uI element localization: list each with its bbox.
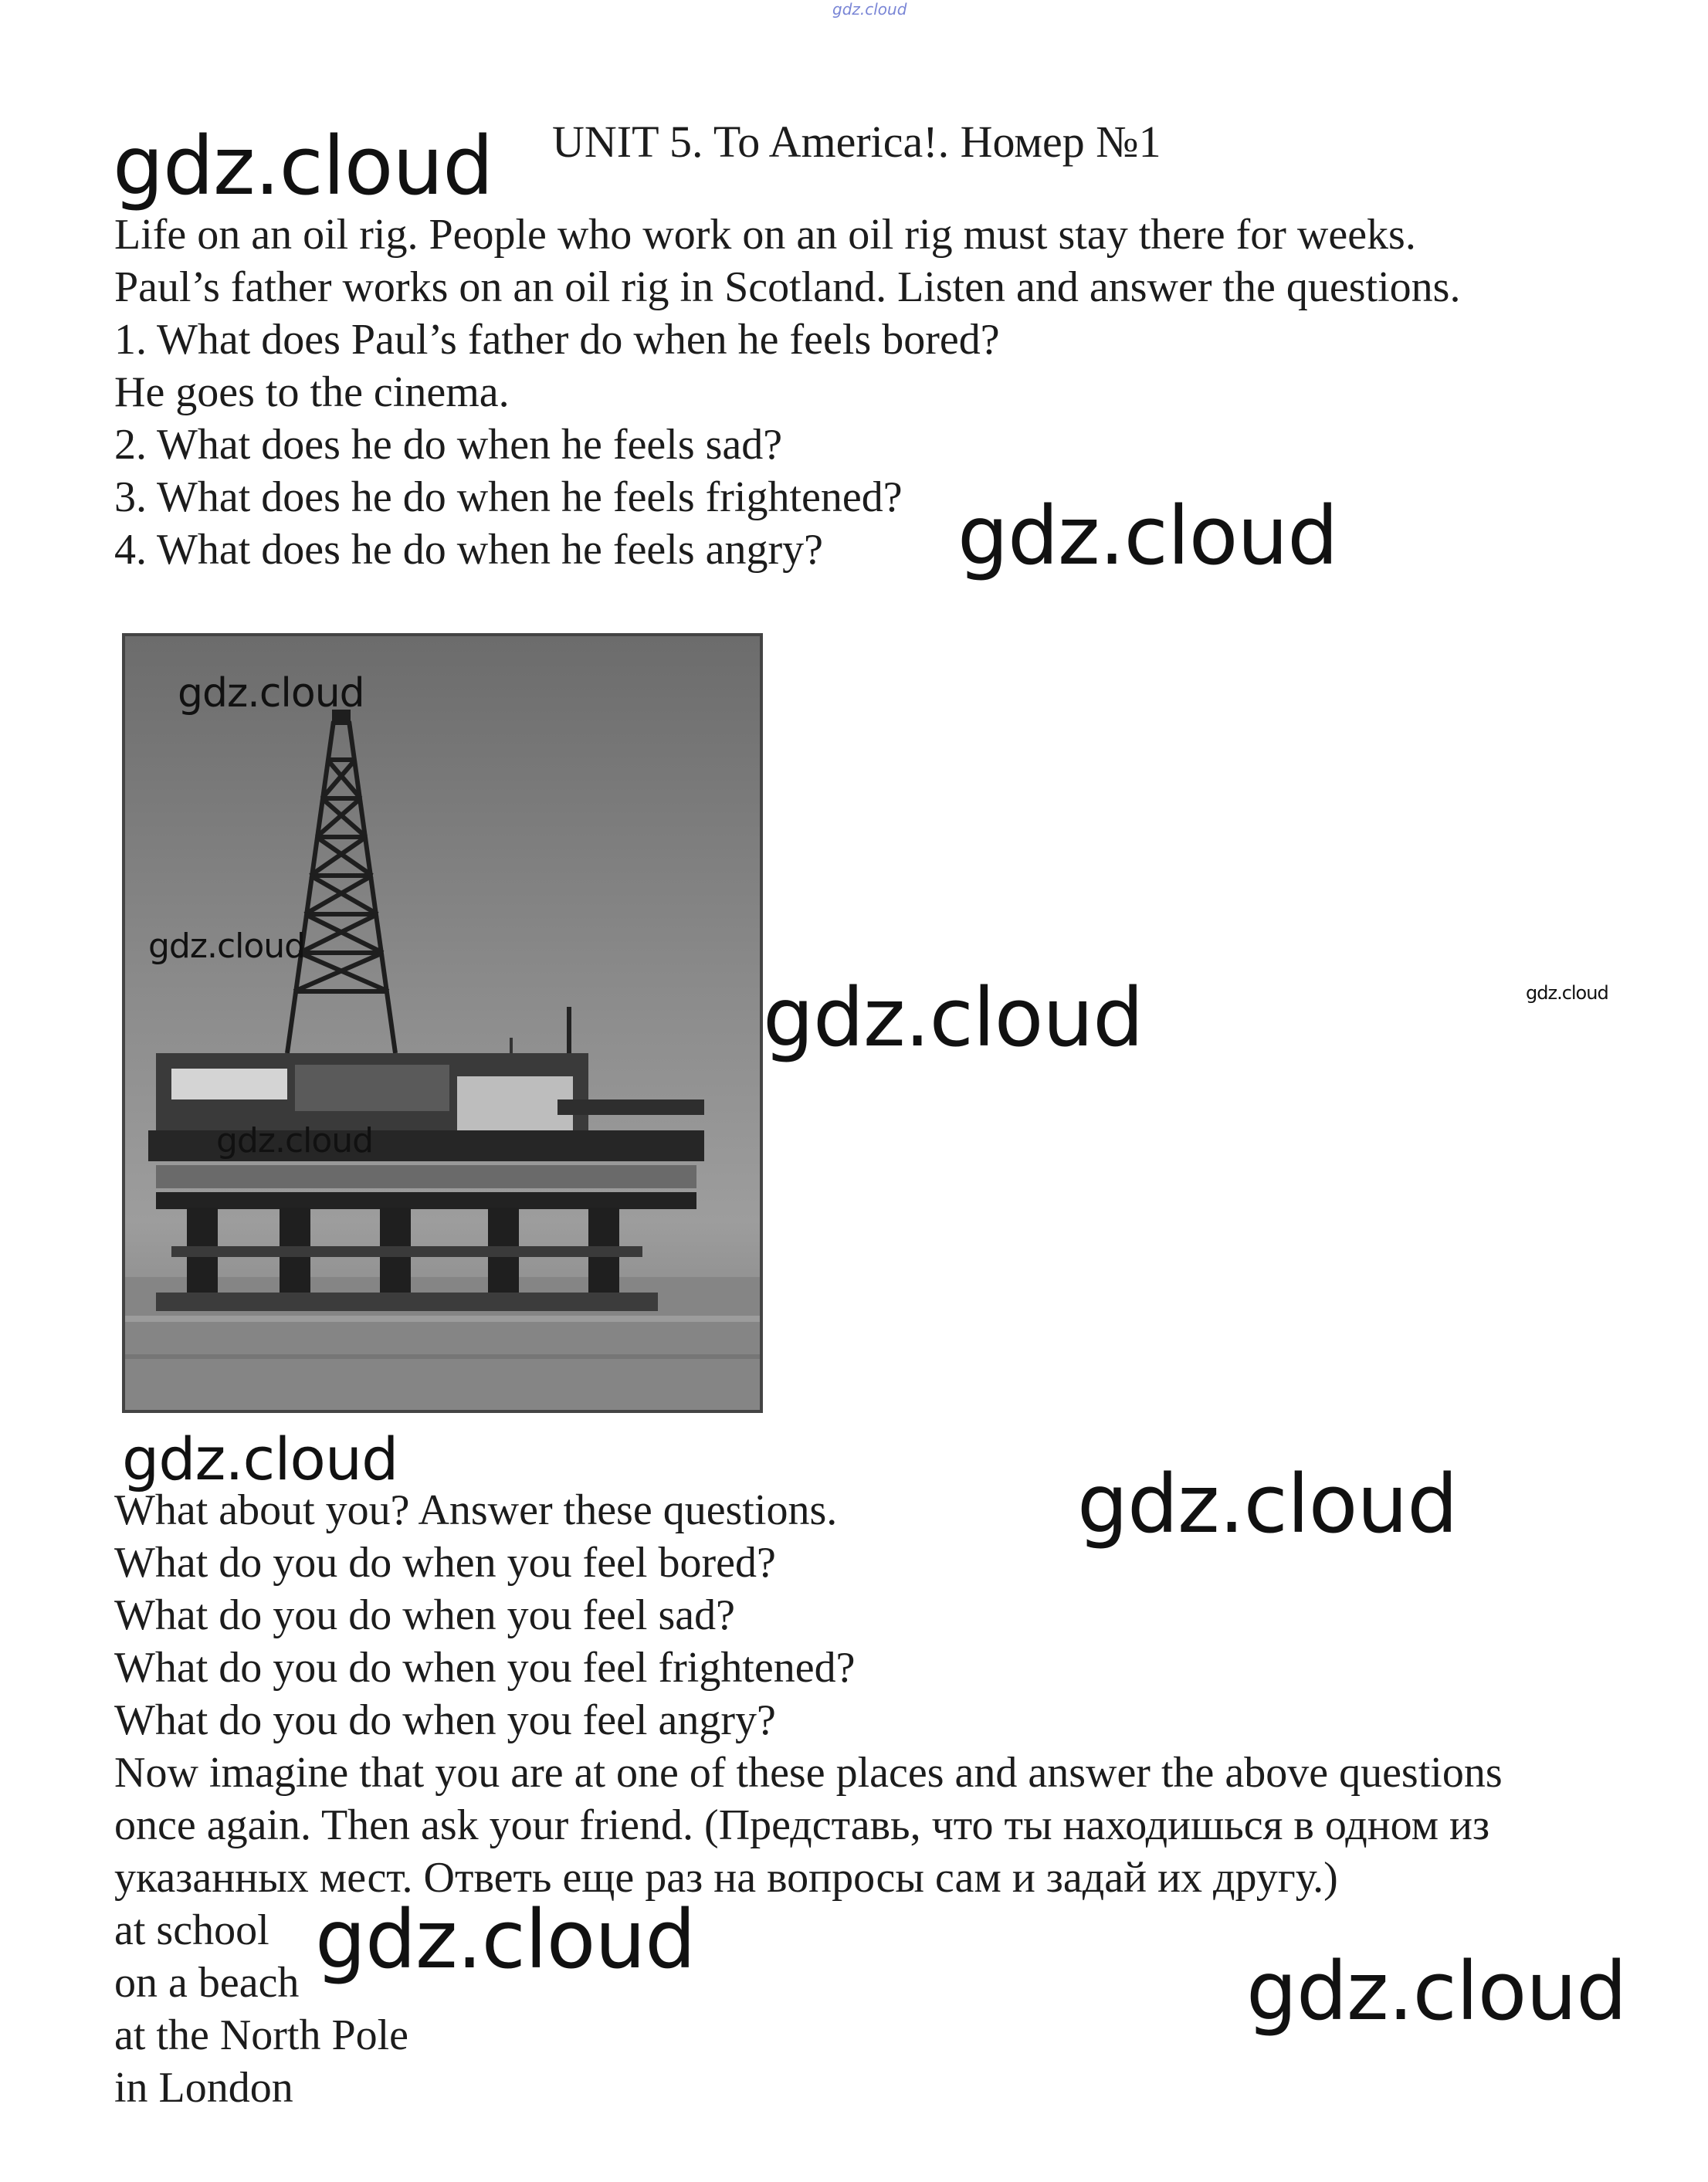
intro-line: Life on an oil rig. People who work on an oil rig must stay there for weeks. — [114, 211, 1416, 259]
watermark: gdz.cloud — [957, 489, 1338, 583]
question-line: 2. What does he do when he feels sad? — [114, 421, 783, 469]
place-item: in London — [114, 2064, 293, 2112]
watermark: gdz.cloud — [1077, 1457, 1458, 1551]
watermark: gdz.cloud — [1526, 982, 1608, 1004]
answer-line: He goes to the cinema. — [114, 368, 510, 416]
question-line: What do you do when you feel angry? — [114, 1696, 776, 1744]
place-item: at the North Pole — [114, 2011, 409, 2059]
place-item: on a beach — [114, 1959, 300, 2007]
oil-rig-illustration — [125, 636, 763, 1413]
instruction-line: Now imagine that you are at one of these places and answer the above questions — [114, 1749, 1503, 1797]
top-watermark: gdz.cloud — [832, 0, 907, 19]
question-line: What do you do when you feel sad? — [114, 1591, 735, 1639]
prompt-line: What about you? Answer these questions. — [114, 1486, 838, 1534]
question-line: 4. What does he do when he feels angry? — [114, 526, 823, 574]
place-item: at school — [114, 1906, 269, 1954]
instruction-line: указанных мест. Ответь еще раз на вопросы сам и задай их другу.) — [114, 1854, 1338, 1902]
watermark: gdz.cloud — [216, 1121, 374, 1160]
page-title: UNIT 5. To America!. Номер №1 — [552, 117, 1161, 167]
watermark: gdz.cloud — [763, 971, 1144, 1065]
instruction-line: once again. Then ask your friend. (Представь, что ты находишься в одном из — [114, 1801, 1490, 1849]
watermark: gdz.cloud — [1246, 1944, 1627, 2038]
watermark: gdz.cloud — [178, 670, 364, 717]
watermark: gdz.cloud — [113, 119, 493, 213]
question-line: 3. What does he do when he feels frightened? — [114, 473, 903, 521]
intro-line: Paul’s father works on an oil rig in Scotland. Listen and answer the questions. — [114, 263, 1461, 311]
watermark: gdz.cloud — [122, 1425, 398, 1493]
oil-rig-photo — [122, 633, 763, 1413]
question-line: What do you do when you feel bored? — [114, 1539, 776, 1587]
question-line: 1. What does Paul’s father do when he feels bored? — [114, 316, 1000, 364]
watermark: gdz.cloud — [315, 1892, 696, 1987]
watermark: gdz.cloud — [148, 927, 306, 966]
question-line: What do you do when you feel frightened? — [114, 1644, 856, 1692]
